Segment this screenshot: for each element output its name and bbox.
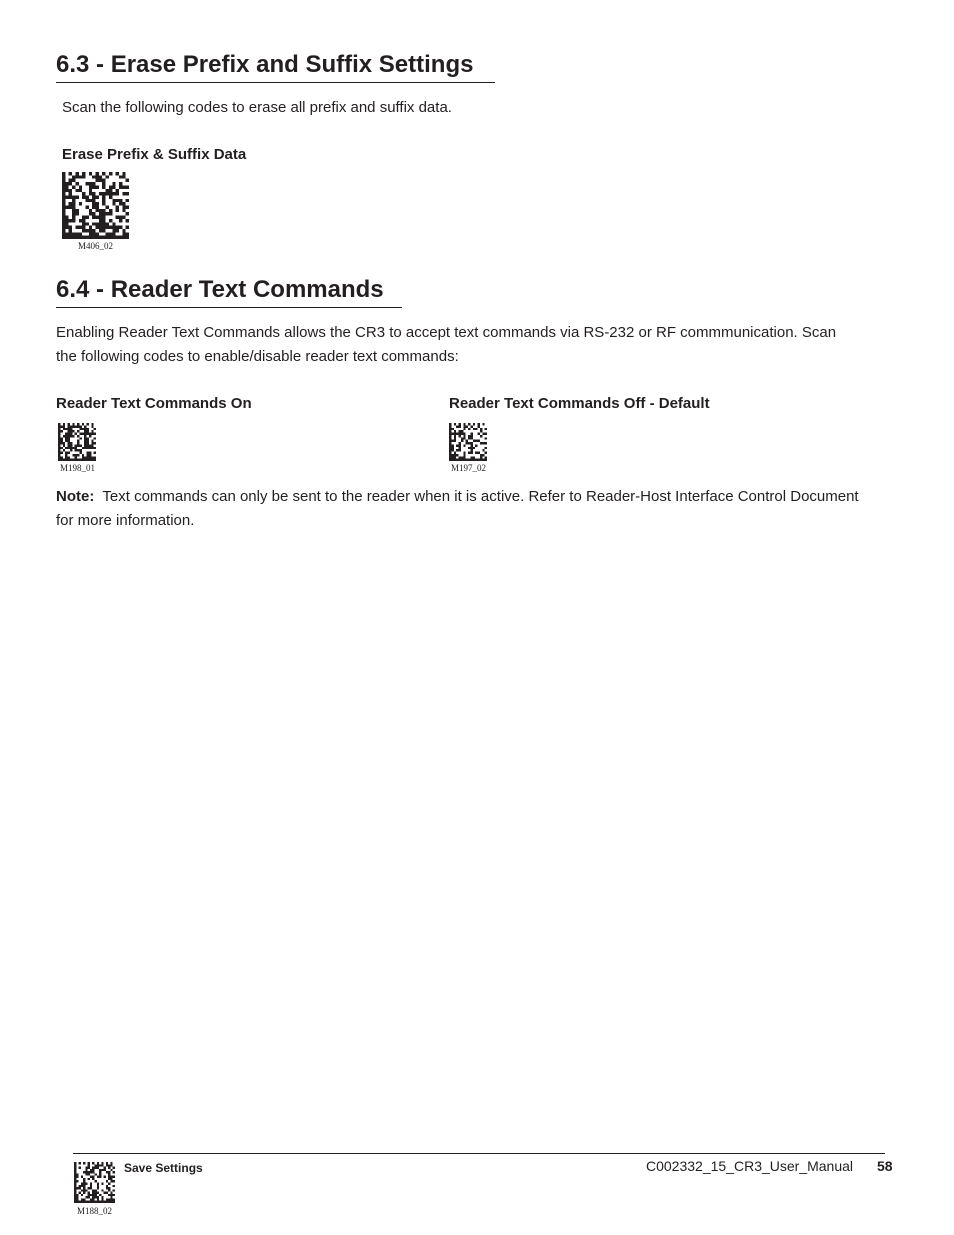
section-6-3-underline [56,82,495,83]
save-settings-code-id: M188_02 [77,1206,113,1216]
text-commands-on-barcode [58,423,96,461]
note-label: Note: [56,488,95,505]
section-6-4-intro-line1: Enabling Reader Text Commands allows the CR3 to accept text commands via RS-232 or RF commmunication. Scan [56,324,837,341]
text-commands-on-code-id: M198_01 [60,463,96,473]
save-settings-barcode [74,1162,115,1203]
section-6-3-intro: Scan the following codes to erase all prefix and suffix data. [62,99,452,116]
section-6-3-title: 6.3 - Erase Prefix and Suffix Settings [56,51,474,78]
footer-rule [73,1153,885,1154]
note-line1 [56,485,859,509]
footer-page-number: 58 [877,1158,893,1174]
note-line2: for more information. [56,512,195,529]
text-commands-off-barcode [449,423,487,461]
save-settings-label: Save Settings [124,1161,203,1175]
text-commands-off-label: Reader Text Commands Off - Default [449,395,710,412]
footer-doc-name: C002332_15_CR3_User_Manual [646,1158,854,1174]
erase-prefix-suffix-barcode [62,172,129,239]
section-6-4-title: 6.4 - Reader Text Commands [56,276,384,303]
erase-code-id: M406_02 [78,241,114,251]
text-commands-off-code-id: M197_02 [451,463,487,473]
section-6-4-underline [56,307,402,308]
section-6-4-intro-line2: the following codes to enable/disable reader text commands: [56,348,459,365]
text-commands-on-label: Reader Text Commands On [56,395,252,412]
erase-prefix-suffix-label: Erase Prefix & Suffix Data [62,146,247,163]
note-text: Text commands can only be sent to the reader when it is active. Refer to Reader-Host Interface Control Document [102,488,859,505]
